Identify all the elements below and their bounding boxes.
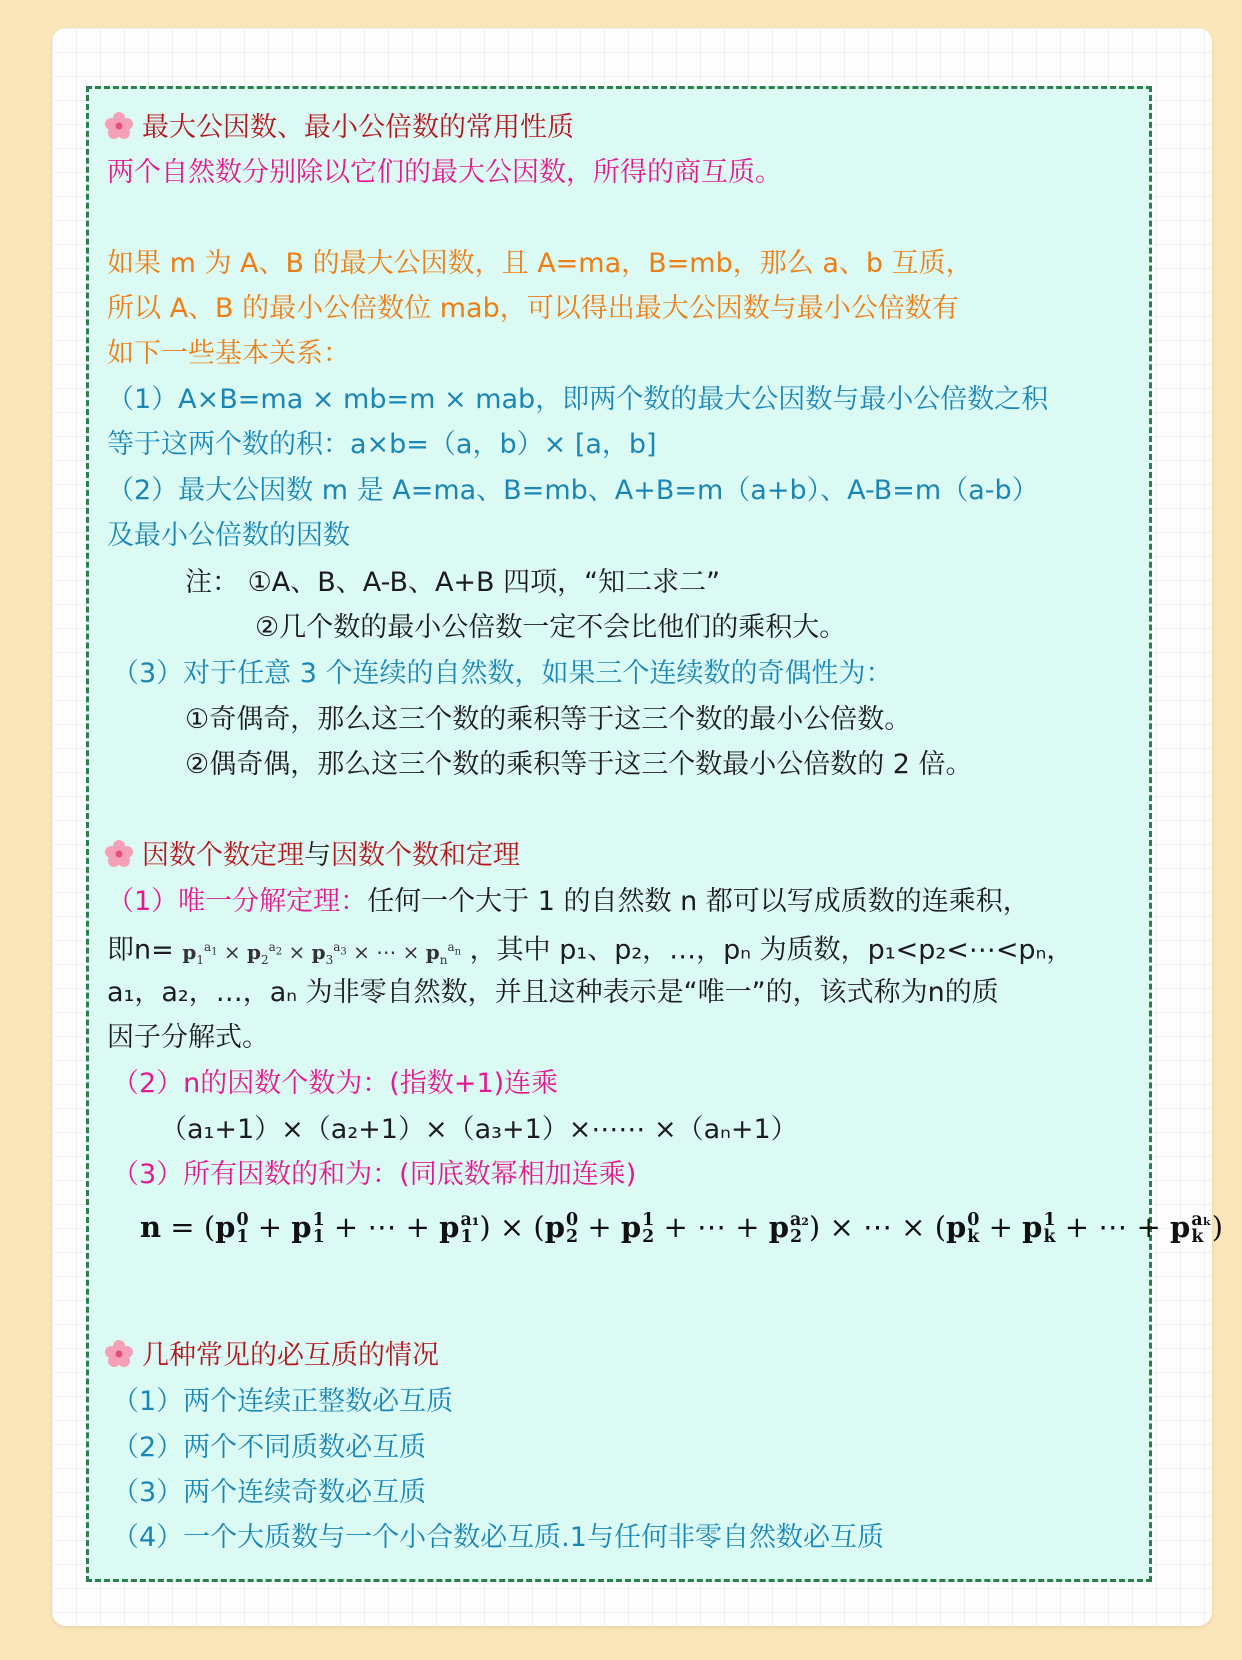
flower-icon <box>104 839 134 869</box>
coprime-list-item: （4）一个大质数与一个小合数必互质.1与任何非零自然数必互质 <box>112 1522 884 1553</box>
section2-item2-heading: （2）n的因数个数为：(指数+1)连乘 <box>112 1068 559 1099</box>
section1-para-line: 所以 A、B 的最小公倍数位 mab，可以得出最大公因数与最小公倍数有 <box>107 293 959 324</box>
section1-para-line: 如果 m 为 A、B 的最大公因数，且 A=ma，B=mb，那么 a、b 互质， <box>107 248 973 279</box>
section2-heading-join: 与 <box>304 840 331 871</box>
section3-heading-text: 几种常见的必互质的情况 <box>142 1340 439 1371</box>
section1-item3-heading: （3）对于任意 3 个连续的自然数，如果三个连续数的奇偶性为： <box>112 658 893 689</box>
section1-item2-line: （2）最大公因数 m 是 A=ma、B=mb、A+B=m（a+b）、A-B=m（a-b） <box>107 475 1039 506</box>
section2-heading-part2: 因数个数和定理 <box>331 840 520 871</box>
section2-item1-label: （1）唯一分解定理： <box>107 886 368 917</box>
coprime-list-item: （2）两个不同质数必互质 <box>112 1432 427 1463</box>
section1-item1-line: 等于这两个数的积：a×b=（a，b）× [a，b] <box>107 429 657 460</box>
factorization-formula: $p_1^{a_1} \times p_2^{a_2} \times p_3^{a_3}$ × ⋯ × $p_n^{a_n}$ <box>182 939 462 967</box>
section2-line2 <box>107 927 1073 967</box>
divisor-sum-formula: n = (p 0 1 + p 1 1 + ⋯ + p a₁ 1 ) × (p 0 2 + p 1 2 + ⋯ + p a₂ 2 ) × ⋯ × (p 0 k + p 1 k + ⋯ + p aₖ k ) <box>140 1209 1224 1247</box>
coprime-list-item: （1）两个连续正整数必互质 <box>112 1386 454 1417</box>
section1-para-line: 如下一些基本关系： <box>107 338 350 369</box>
section2-item2-formula: （a₁+1）×（a₂+1）×（a₃+1）×⋯⋯ ×（aₙ+1） <box>160 1114 798 1145</box>
section1-line1: 两个自然数分别除以它们的最大公因数，所得的商互质。 <box>107 157 782 188</box>
section1-item3-line: ①奇偶奇，那么这三个数的乘积等于这三个数的最小公倍数。 <box>185 704 912 735</box>
section1-heading-text: 最大公因数、最小公倍数的常用性质 <box>142 112 574 143</box>
note-line: ②几个数的最小公倍数一定不会比他们的乘积大。 <box>255 612 847 643</box>
section1-item3-line: ②偶奇偶，那么这三个数的乘积等于这三个数最小公倍数的 2 倍。 <box>185 749 973 780</box>
section2-item1 <box>107 882 1030 922</box>
section1-item2-line: 及最小公倍数的因数 <box>107 520 350 551</box>
section2-item1-text: 任何一个大于 1 的自然数 n 都可以写成质数的连乘积， <box>367 886 1030 917</box>
section2-line4: 因子分解式。 <box>107 1022 269 1053</box>
section2-heading <box>104 836 520 876</box>
section1-heading <box>104 108 574 148</box>
section2-line3: a₁，a₂，…，aₙ 为非零自然数，并且这种表示是“唯一”的，该式称为n的质 <box>107 977 999 1008</box>
flower-icon <box>104 111 134 141</box>
section1-item1-line: （1）A×B=ma × mb=m × mab，即两个数的最大公因数与最小公倍数之积 <box>107 384 1049 415</box>
flower-icon <box>104 1339 134 1369</box>
section2-heading-part1: 因数个数定理 <box>142 840 304 871</box>
coprime-list-item: （3）两个连续奇数必互质 <box>112 1477 427 1508</box>
section2-line2-prefix: 即n= <box>107 934 174 966</box>
section2-item3-heading: （3）所有因数的和为：(同底数幂相加连乘) <box>112 1159 637 1190</box>
note-line: 注： ①A、B、A-B、A+B 四项，“知二求二” <box>185 567 721 598</box>
section3-heading <box>104 1336 439 1376</box>
section2-line2-suffix: ，其中 p₁、p₂，…，pₙ 为质数，p₁<p₂<⋯<pₙ， <box>469 934 1074 966</box>
